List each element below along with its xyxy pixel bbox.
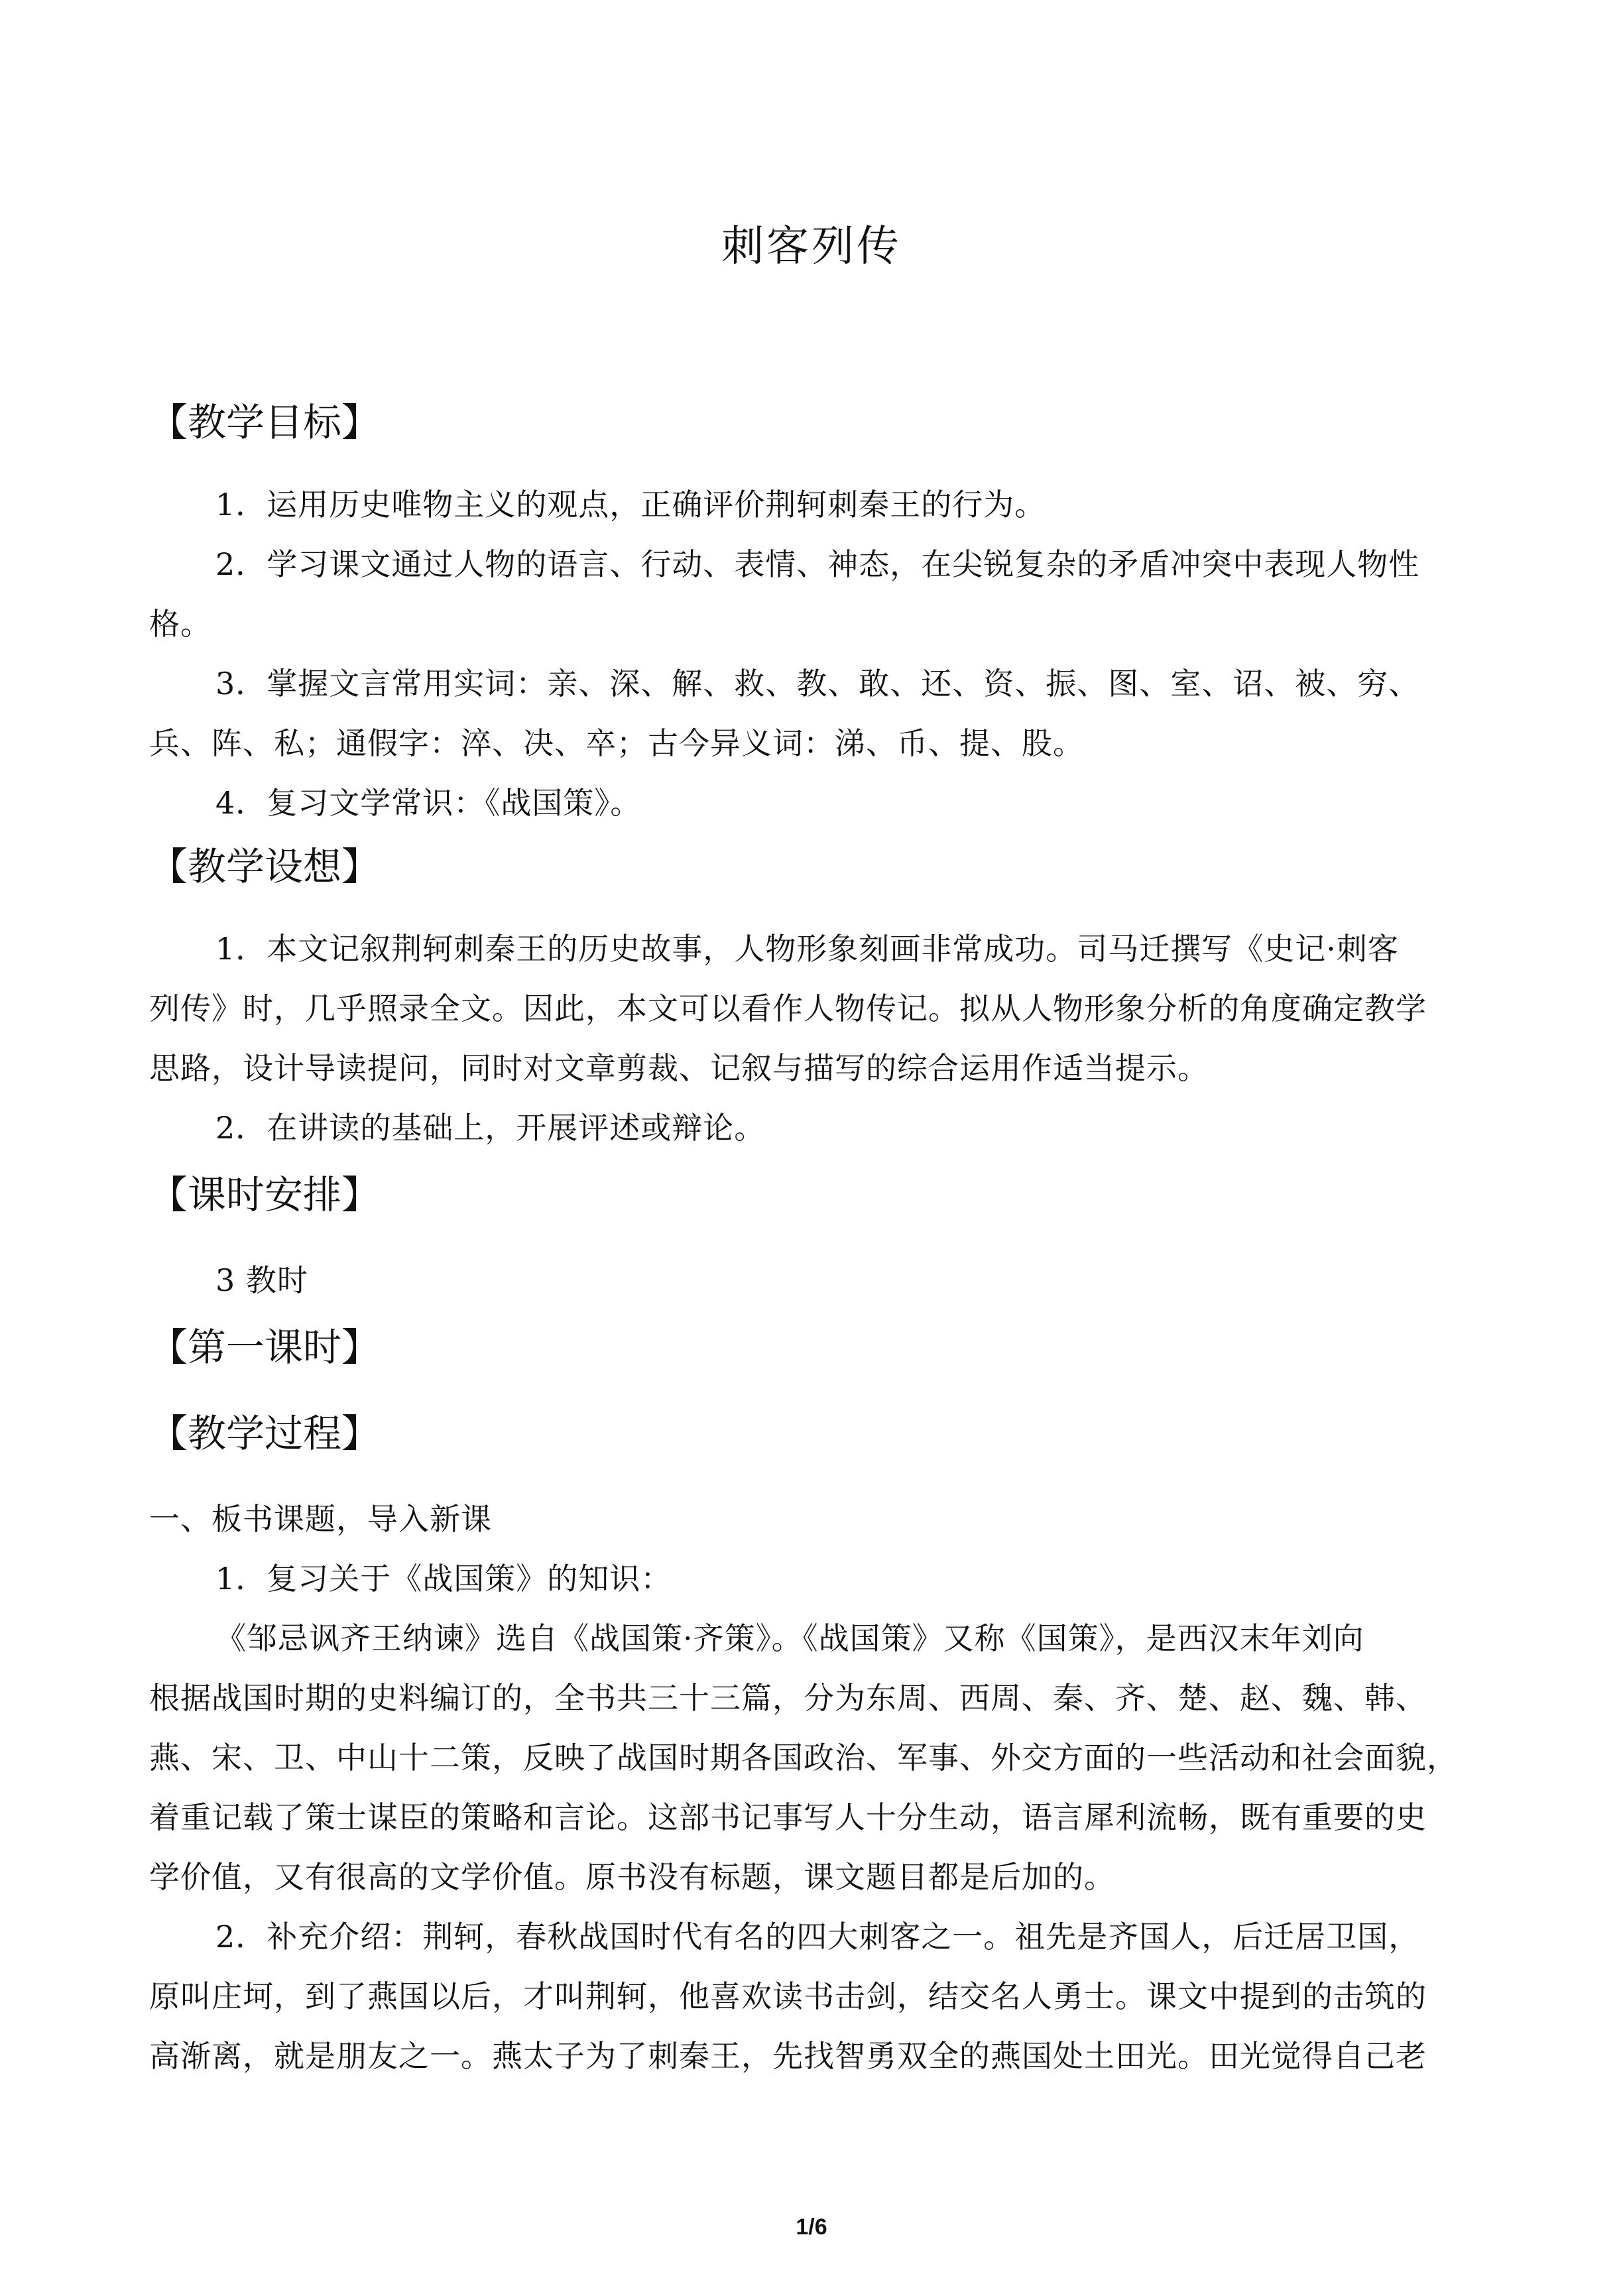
process-para-1-line-5: 学价值，又有很高的文学价值。原书没有标题，课文题目都是后加的。	[149, 1859, 1115, 1895]
heading-process: 【教学过程】	[149, 1411, 381, 1456]
heading-objectives: 【教学目标】	[149, 400, 381, 445]
process-para-1-line-4: 着重记载了策士谋臣的策略和言论。这部书记事写人十分生动，语言犀利流畅，既有重要的史	[149, 1799, 1427, 1835]
objective-item-2-line-2: 格。	[149, 606, 211, 642]
heading-schedule: 【课时安排】	[149, 1172, 381, 1217]
heading-lesson-1: 【第一课时】	[149, 1325, 381, 1370]
schedule-text: 3 教时	[215, 1262, 308, 1298]
concept-item-1-line-2: 列传》时，几乎照录全文。因此，本文可以看作人物传记。拟从人物形象分析的角度确定教学	[149, 991, 1427, 1026]
process-para-1-line-3: 燕、宋、卫、中山十二策，反映了战国时期各国政治、军事、外交方面的一些活动和社会面貌，	[149, 1740, 1458, 1776]
heading-concept: 【教学设想】	[149, 844, 381, 889]
concept-item-2: 2．在讲读的基础上，开展评述或辩论。	[215, 1110, 766, 1146]
objective-item-4: 4．复习文学常识：《战国策》。	[215, 785, 642, 821]
document-title: 刺客列传	[721, 222, 902, 271]
objective-item-3-line-1: 3．掌握文言常用实词：亲、深、解、救、教、敢、还、资、振、图、室、诏、被、穷、	[215, 666, 1420, 701]
concept-item-1-line-1: 1．本文记叙荆轲刺秦王的历史故事，人物形象刻画非常成功。司马迁撰写《史记·刺客	[215, 931, 1399, 967]
process-sub-2-line-3: 高渐离，就是朋友之一。燕太子为了刺秦王，先找智勇双全的燕国处土田光。田光觉得自己老	[149, 2038, 1427, 2074]
page-number: 1/6	[796, 2214, 827, 2240]
process-sub-1: 1．复习关于《战国策》的知识：	[215, 1561, 672, 1597]
process-sub-2-line-2: 原叫庄坷，到了燕国以后，才叫荆轲，他喜欢读书击剑，结交名人勇士。课文中提到的击筑的	[149, 1978, 1427, 2014]
objective-item-3-line-2: 兵、阵、私；通假字：淬、决、卒；古今异义词：涕、币、提、股。	[149, 725, 1084, 761]
process-section-1: 一、板书课题，导入新课	[149, 1501, 492, 1537]
process-para-1-line-1: 《邹忌讽齐王纳谏》选自《战国策·齐策》。《战国策》又称《国策》，是西汉末年刘向	[215, 1620, 1364, 1656]
objective-item-1: 1．运用历史唯物主义的观点，正确评价荆轲刺秦王的行为。	[215, 487, 1046, 522]
concept-item-1-line-3: 思路，设计导读提问，同时对文章剪裁、记叙与描写的综合运用作适当提示。	[149, 1050, 1209, 1086]
objective-item-2-line-1: 2．学习课文通过人物的语言、行动、表情、神态，在尖锐复杂的矛盾冲突中表现人物性	[215, 546, 1420, 582]
process-para-1-line-2: 根据战国时期的史料编订的，全书共三十三篇，分为东周、西周、秦、齐、楚、赵、魏、韩、	[149, 1680, 1427, 1716]
process-sub-2-line-1: 2．补充介绍：荆轲，春秋战国时代有名的四大刺客之一。祖先是齐国人，后迁居卫国，	[215, 1919, 1420, 1955]
